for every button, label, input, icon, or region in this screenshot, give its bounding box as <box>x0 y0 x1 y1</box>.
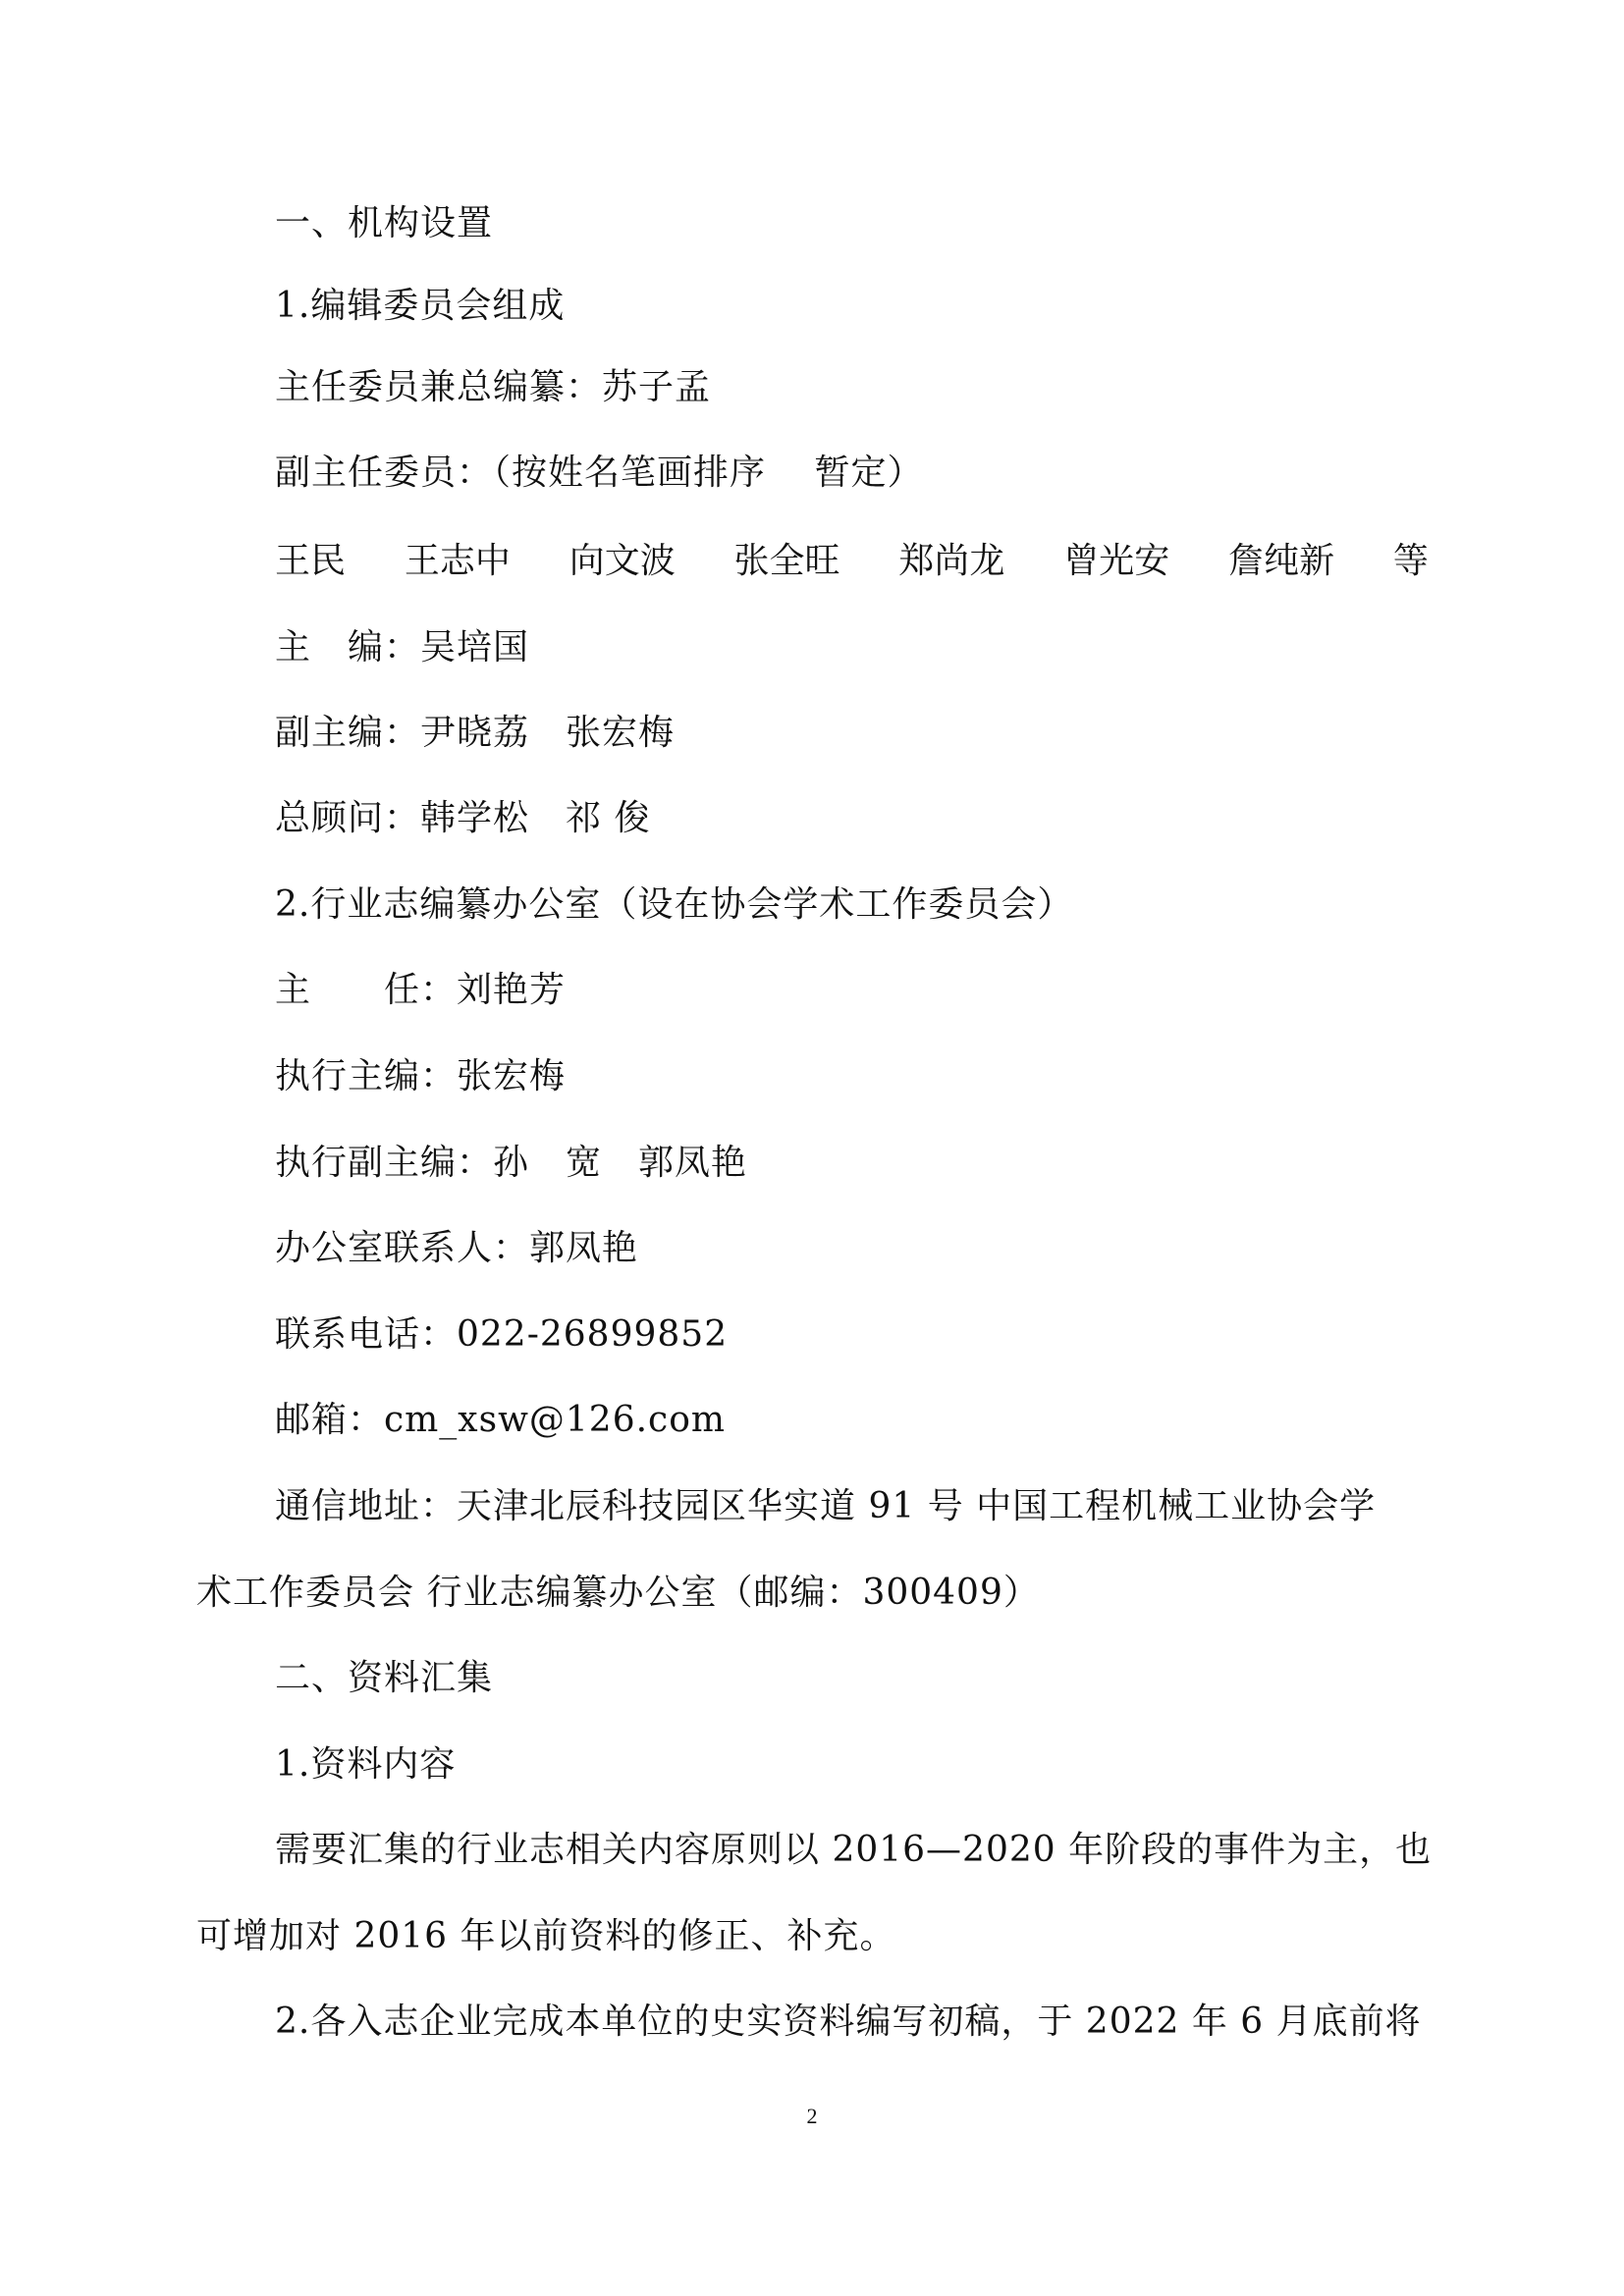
executive-editor-line: 执行主编：张宏梅 <box>275 1056 567 1096</box>
email-line: 邮箱：cm_xsw@126.com <box>275 1400 727 1440</box>
vice-chair-name: 张全旺 <box>733 541 840 581</box>
section-heading-organization: 一、机构设置 <box>275 203 494 243</box>
vice-chair-names <box>275 540 1429 583</box>
contact-person-line: 办公室联系人：郭凤艳 <box>275 1228 639 1268</box>
phone-line: 联系电话：022-26899852 <box>275 1314 729 1355</box>
deputy-editor-line: 副主编：尹晓荔 张宏梅 <box>275 713 676 753</box>
vice-chair-name: 王民 <box>275 541 347 581</box>
vice-chair-name: 詹纯新 <box>1228 541 1335 581</box>
executive-deputy-editor-line: 执行副主编：孙 宽 郭凤艳 <box>275 1143 748 1183</box>
editor-line: 主 编：吴培国 <box>275 627 530 667</box>
address-line-2: 术工作委员会 行业志编纂办公室（邮编：300409） <box>196 1573 1040 1613</box>
subheading-editorial-committee: 1.编辑委员会组成 <box>275 286 566 326</box>
vice-chair-name: 等 <box>1392 541 1429 581</box>
vice-chair-name: 王志中 <box>404 541 511 581</box>
section-heading-materials: 二、资料汇集 <box>275 1658 494 1698</box>
vice-chair-line: 副主任委员：（按姓名笔画排序 暂定） <box>275 453 924 493</box>
vice-chair-name: 向文波 <box>568 541 676 581</box>
chair-line: 主任委员兼总编纂：苏子孟 <box>275 367 712 407</box>
address-line-1: 通信地址：天津北辰科技园区华实道 91 号 中国工程机械工业协会学 <box>275 1486 1377 1526</box>
vice-chair-name: 郑尚龙 <box>898 541 1005 581</box>
content-paragraph-line-1: 需要汇集的行业志相关内容原则以 2016—2020 年阶段的事件为主，也 <box>275 1830 1433 1870</box>
subheading-materials-content: 1.资料内容 <box>275 1744 457 1785</box>
advisor-line: 总顾问：韩学松 祁 俊 <box>275 798 651 838</box>
content-paragraph-line-2: 可增加对 2016 年以前资料的修正、补充。 <box>196 1916 896 1956</box>
vice-chair-name: 曾光安 <box>1063 541 1170 581</box>
page-number: 2 <box>806 2104 818 2128</box>
director-line: 主 任：刘艳芳 <box>275 970 567 1010</box>
subheading-editorial-office: 2.行业志编纂办公室（设在协会学术工作委员会） <box>275 884 1074 925</box>
item-2-paragraph-line: 2.各入志企业完成本单位的史实资料编写初稿，于 2022 年 6 月底前将 <box>275 2002 1422 2042</box>
